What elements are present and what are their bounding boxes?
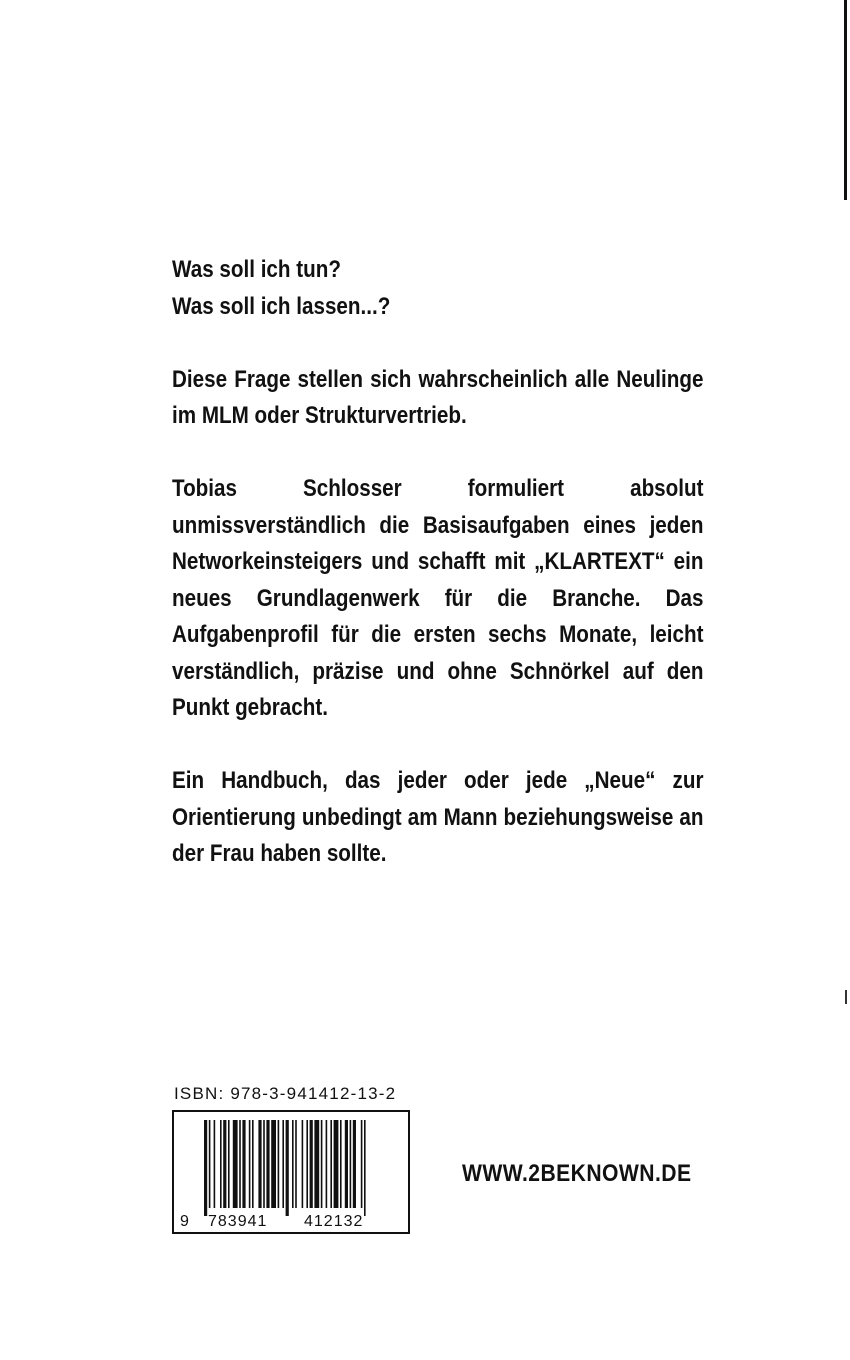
barcode-bar bbox=[364, 1120, 366, 1216]
barcode-bar bbox=[326, 1120, 328, 1208]
barcode-bar bbox=[282, 1120, 284, 1208]
back-cover-blurb bbox=[172, 252, 703, 909]
barcode-bar bbox=[258, 1120, 261, 1208]
publisher-website: WWW.2BEKNOWN.DE bbox=[462, 1160, 692, 1187]
barcode-digits-right: 412132 bbox=[304, 1213, 364, 1230]
barcode-bar bbox=[228, 1120, 230, 1208]
barcode-bar bbox=[249, 1120, 251, 1208]
barcode-bar bbox=[353, 1120, 356, 1208]
barcode-bar bbox=[263, 1120, 265, 1208]
question-line-2: Was soll ich lassen...? bbox=[172, 292, 391, 320]
question-line-1: Was soll ich tun? bbox=[172, 256, 341, 283]
barcode-digit-first: 9 bbox=[180, 1213, 189, 1230]
barcode-bar bbox=[321, 1120, 323, 1208]
barcode-bar bbox=[214, 1120, 216, 1208]
barcode-bar bbox=[310, 1120, 313, 1208]
barcode-bar bbox=[233, 1120, 238, 1208]
barcode-graphic bbox=[174, 1112, 408, 1232]
barcode-bar bbox=[204, 1120, 207, 1216]
barcode-bar bbox=[286, 1120, 289, 1216]
blurb-paragraph-1: Diese Frage stellen sich wahrscheinlich alle Neulinge im MLM oder Strukturvertrieb. bbox=[172, 365, 704, 429]
barcode-bar bbox=[220, 1120, 222, 1208]
barcode-bar bbox=[295, 1120, 297, 1208]
barcode-bar bbox=[306, 1120, 308, 1208]
isbn-label: ISBN: 978-3-941412-13-2 bbox=[174, 1084, 397, 1103]
blurb-paragraph-2: Tobias Schlosser formuliert absolut unmissverständlich die Basisaufgaben eines jeden Networkeinsteigers und schafft mit „KLARTEXT“ ein neues Grundlagenwerk für die Branche. Das Aufgabenprofil für die ersten sechs Monate, leicht verständlich, präzise und ohne Schnörkel auf den Punkt gebracht. bbox=[172, 475, 704, 721]
barcode-bar bbox=[345, 1120, 348, 1208]
spine-edge-tick bbox=[845, 990, 847, 1004]
barcode-bar bbox=[209, 1120, 211, 1208]
barcode-bar bbox=[242, 1120, 245, 1208]
barcode-digits-left: 783941 bbox=[208, 1213, 268, 1230]
barcode-bar bbox=[334, 1120, 339, 1208]
barcode-bar bbox=[330, 1120, 332, 1208]
barcode-bar bbox=[340, 1120, 342, 1208]
barcode-bar bbox=[239, 1120, 241, 1208]
blurb-paragraph-3: Ein Handbuch, das jeder oder jede „Neue“ zur Orientierung unbedingt am Mann beziehungsweise an der Frau haben sollte. bbox=[172, 767, 704, 867]
barcode-bar bbox=[302, 1120, 304, 1208]
barcode-bar bbox=[278, 1120, 280, 1208]
barcode-bar bbox=[361, 1120, 363, 1208]
barcode-bar bbox=[314, 1120, 319, 1208]
barcode-bar bbox=[271, 1120, 276, 1208]
barcode-bar bbox=[292, 1120, 294, 1208]
barcode-bar bbox=[350, 1120, 352, 1208]
isbn-barcode bbox=[172, 1110, 410, 1234]
barcode-bar bbox=[223, 1120, 226, 1208]
blurb-questions bbox=[172, 252, 703, 325]
barcode-bar bbox=[252, 1120, 254, 1208]
barcode-bar bbox=[266, 1120, 269, 1208]
spine-edge-line bbox=[844, 0, 847, 200]
